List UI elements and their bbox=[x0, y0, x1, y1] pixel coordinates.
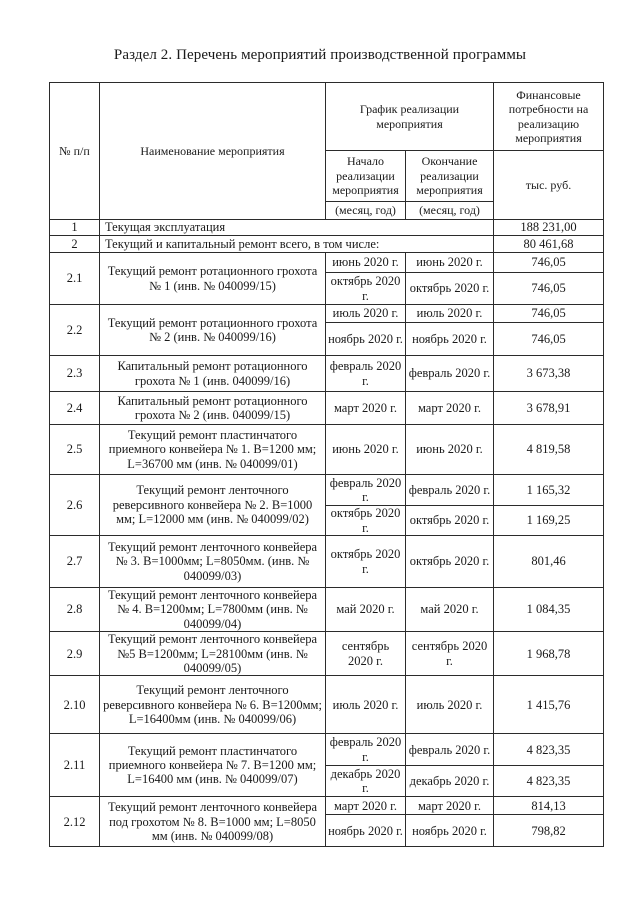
row-amount: 1 165,32 bbox=[494, 475, 604, 506]
row-number: 2.9 bbox=[50, 632, 100, 676]
row-end-date: ноябрь 2020 г. bbox=[406, 323, 494, 356]
row-end-date: июнь 2020 г. bbox=[406, 425, 494, 475]
row-name: Текущий ремонт пластинчатого приемного конвейера № 1. B=1200 мм; L=36700 мм (инв. № 040099/01) bbox=[100, 425, 326, 475]
row-end-date: октябрь 2020 г. bbox=[406, 536, 494, 588]
row-amount: 814,13 bbox=[494, 797, 604, 815]
row-number: 2.7 bbox=[50, 536, 100, 588]
row-name: Текущий ремонт пластинчатого приемного конвейера № 7. B=1200 мм; L=16400 мм (инв. № 040099/07) bbox=[100, 734, 326, 797]
row-name: Капитальный ремонт ротационного грохота № 2 (инв. 040099/15) bbox=[100, 392, 326, 425]
row-amount: 798,82 bbox=[494, 815, 604, 847]
row-number: 2.1 bbox=[50, 253, 100, 305]
header-end: Окончание реализации мероприятия bbox=[406, 151, 494, 202]
header-start-units: (месяц, год) bbox=[326, 202, 406, 220]
header-name: Наименование мероприятия bbox=[100, 83, 326, 220]
table-row bbox=[50, 676, 604, 734]
row-number: 2.11 bbox=[50, 734, 100, 797]
row-end-date: март 2020 г. bbox=[406, 392, 494, 425]
row-start-date: октябрь 2020 г. bbox=[326, 506, 406, 536]
row-amount: 746,05 bbox=[494, 253, 604, 273]
row-number: 2.8 bbox=[50, 588, 100, 632]
row-number: 2.12 bbox=[50, 797, 100, 847]
table-row bbox=[50, 734, 604, 766]
row-start-date: июль 2020 г. bbox=[326, 676, 406, 734]
header-num: № п/п bbox=[50, 83, 100, 220]
page-title: Раздел 2. Перечень мероприятий производственной программы bbox=[113, 47, 527, 63]
row-start-date: май 2020 г. bbox=[326, 588, 406, 632]
row-name: Текущий ремонт ленточного конвейера под грохотом № 8. B=1000 мм; L=8050 мм (инв. № 040099/08) bbox=[100, 797, 326, 847]
row-end-date: май 2020 г. bbox=[406, 588, 494, 632]
row-start-date: февраль 2020 г. bbox=[326, 734, 406, 766]
table-row bbox=[50, 475, 604, 506]
row-number: 2.10 bbox=[50, 676, 100, 734]
table-row bbox=[50, 797, 604, 815]
row-end-date: июнь 2020 г. bbox=[406, 253, 494, 273]
row-end-date: июль 2020 г. bbox=[406, 305, 494, 323]
row-amount: 746,05 bbox=[494, 323, 604, 356]
row-start-date: февраль 2020 г. bbox=[326, 475, 406, 506]
row-start-date: ноябрь 2020 г. bbox=[326, 323, 406, 356]
row-number: 2.5 bbox=[50, 425, 100, 475]
activities-table bbox=[49, 82, 604, 847]
row-amount: 188 231,00 bbox=[494, 220, 604, 236]
row-start-date: ноябрь 2020 г. bbox=[326, 815, 406, 847]
table-row bbox=[50, 220, 604, 236]
row-start-date: декабрь 2020 г. bbox=[326, 766, 406, 797]
row-name: Текущий ремонт ленточного реверсивного конвейера № 2. B=1000 мм; L=12000 мм (инв. № 040099/02) bbox=[100, 475, 326, 536]
row-start-date: сентябрь 2020 г. bbox=[326, 632, 406, 676]
table-row bbox=[50, 392, 604, 425]
row-end-date: март 2020 г. bbox=[406, 797, 494, 815]
row-number: 1 bbox=[50, 220, 100, 236]
header-start: Начало реализации мероприятия bbox=[326, 151, 406, 202]
row-start-date: март 2020 г. bbox=[326, 392, 406, 425]
row-name: Текущий ремонт ленточного реверсивного конвейера № 6. B=1200мм; L=16400мм (инв. № 040099/06) bbox=[100, 676, 326, 734]
row-start-date: март 2020 г. bbox=[326, 797, 406, 815]
header-finance: Финансовые потребности на реализацию мероприятия bbox=[494, 83, 604, 151]
row-amount: 3 678,91 bbox=[494, 392, 604, 425]
row-amount: 1 169,25 bbox=[494, 506, 604, 536]
row-name: Текущая эксплуатация bbox=[100, 220, 494, 236]
row-name: Капитальный ремонт ротационного грохота № 1 (инв. 040099/16) bbox=[100, 356, 326, 392]
row-name: Текущий ремонт ленточного конвейера № 3. B=1000мм; L=8050мм. (инв. № 040099/03) bbox=[100, 536, 326, 588]
row-amount: 1 415,76 bbox=[494, 676, 604, 734]
row-number: 2.2 bbox=[50, 305, 100, 356]
row-end-date: октябрь 2020 г. bbox=[406, 273, 494, 305]
row-end-date: сентябрь 2020 г. bbox=[406, 632, 494, 676]
row-name: Текущий и капитальный ремонт всего, в том числе: bbox=[100, 236, 494, 253]
table-row bbox=[50, 236, 604, 253]
row-number: 2.3 bbox=[50, 356, 100, 392]
table-row bbox=[50, 536, 604, 588]
row-name: Текущий ремонт ротационного грохота № 1 (инв. № 040099/15) bbox=[100, 253, 326, 305]
row-end-date: декабрь 2020 г. bbox=[406, 766, 494, 797]
row-amount: 746,05 bbox=[494, 273, 604, 305]
row-start-date: июнь 2020 г. bbox=[326, 425, 406, 475]
header-finance-unit: тыс. руб. bbox=[494, 151, 604, 220]
table-row bbox=[50, 356, 604, 392]
row-end-date: февраль 2020 г. bbox=[406, 734, 494, 766]
row-number: 2.6 bbox=[50, 475, 100, 536]
table-row bbox=[50, 253, 604, 273]
row-name: Текущий ремонт ленточного конвейера №5 B=1200мм; L=28100мм (инв. № 040099/05) bbox=[100, 632, 326, 676]
header-end-units: (месяц, год) bbox=[406, 202, 494, 220]
row-amount: 1 084,35 bbox=[494, 588, 604, 632]
row-amount: 4 819,58 bbox=[494, 425, 604, 475]
row-name: Текущий ремонт ротационного грохота № 2 (инв. № 040099/16) bbox=[100, 305, 326, 356]
row-start-date: октябрь 2020 г. bbox=[326, 536, 406, 588]
row-number: 2 bbox=[50, 236, 100, 253]
row-end-date: октябрь 2020 г. bbox=[406, 506, 494, 536]
table-row bbox=[50, 632, 604, 676]
row-end-date: февраль 2020 г. bbox=[406, 475, 494, 506]
table-row bbox=[50, 305, 604, 323]
row-amount: 4 823,35 bbox=[494, 766, 604, 797]
row-amount: 3 673,38 bbox=[494, 356, 604, 392]
row-end-date: февраль 2020 г. bbox=[406, 356, 494, 392]
row-start-date: октябрь 2020 г. bbox=[326, 273, 406, 305]
row-start-date: февраль 2020 г. bbox=[326, 356, 406, 392]
table-row bbox=[50, 588, 604, 632]
row-amount: 1 968,78 bbox=[494, 632, 604, 676]
row-end-date: июль 2020 г. bbox=[406, 676, 494, 734]
header-schedule: График реализации мероприятия bbox=[326, 83, 494, 151]
row-amount: 801,46 bbox=[494, 536, 604, 588]
row-start-date: июнь 2020 г. bbox=[326, 253, 406, 273]
row-name: Текущий ремонт ленточного конвейера № 4. B=1200мм; L=7800мм (инв. № 040099/04) bbox=[100, 588, 326, 632]
row-end-date: ноябрь 2020 г. bbox=[406, 815, 494, 847]
row-start-date: июль 2020 г. bbox=[326, 305, 406, 323]
row-amount: 4 823,35 bbox=[494, 734, 604, 766]
row-amount: 80 461,68 bbox=[494, 236, 604, 253]
row-amount: 746,05 bbox=[494, 305, 604, 323]
table-row bbox=[50, 425, 604, 475]
row-number: 2.4 bbox=[50, 392, 100, 425]
